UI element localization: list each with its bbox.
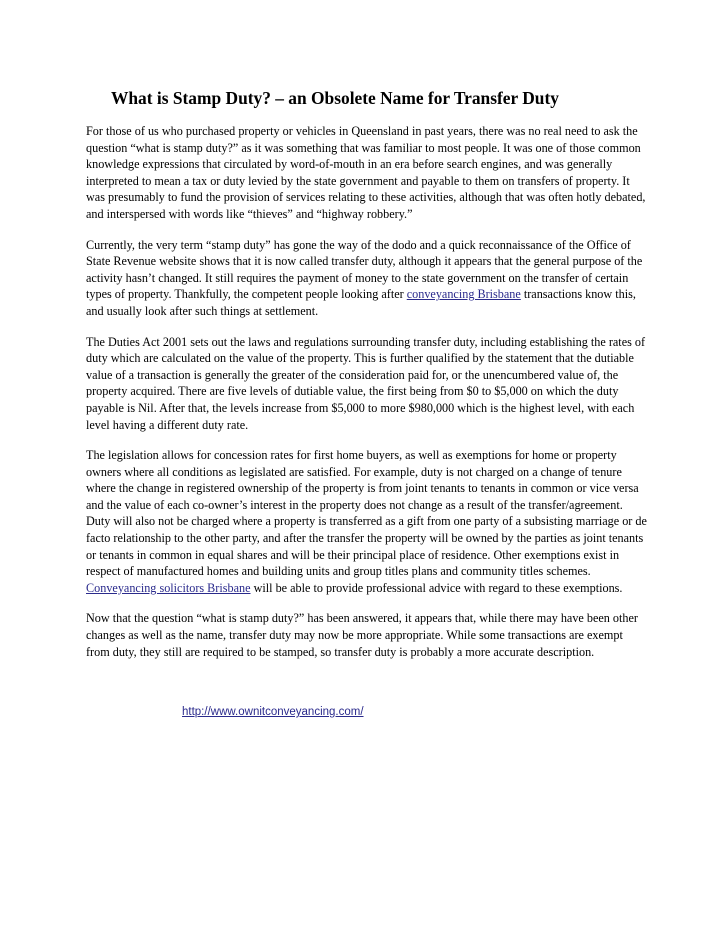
paragraph-intro: For those of us who purchased property or vehicles in Queensland in past years, there was no real need to ask the question “what is stamp duty?” as it was something that was familiar to most people. It was one of those common knowledge expressions that circulated by word-of-mouth in an era before search engines, and was generally interpreted to mean a tax or duty levied by the state government and payable to them on transfers of property. It was presumably to fund the provision of services relating to these activities, although that was often hotly debated, and interspersed with words like “thieves” and “highway robbery.” [86,124,646,221]
conveyancing-brisbane-link[interactable]: conveyancing Brisbane [406,287,521,302]
page-title: What is Stamp Duty? – an Obsolete Name for Transfer Duty [111,88,559,108]
paragraph-text: transactions know this, and usually look after such things at settlement. [86,287,636,318]
paragraph-legislation [86,447,648,596]
paragraph-conclusion: Now that the question “what is stamp duty?” has been answered, it appears that, while there may have been other changes as well as the name, transfer duty may now be more appropriate. While some transactions are exempt from duty, they still are required to be stamped, so transfer duty is probably a more accurate description. [86,611,638,659]
website-url-link[interactable]: http://www.ownitconveyancing.com/ [182,706,364,718]
paragraph-current-name [86,237,648,320]
paragraph-text: will be able to provide professional advice with regard to these exemptions. [250,580,623,595]
conveyancing-solicitors-link[interactable]: Conveyancing solicitors Brisbane [86,580,251,595]
paragraph-text: The legislation allows for concession rates for first home buyers, as well as exemptions for home or property owners where all conditions as legislated are satisfied. For example, duty is not charged on a change of tenure where the change in registered ownership of the property is from joint tenants to tenants in common or vice versa and the value of each co-owner’s interest in the property does not change as a result of the transfer/agreement. Duty will also not be charged where a property is transferred as a gift from one party of a subsisting marriage or de facto relationship to the other party, and after the transfer the property will be owned by the parties as joint tenants or tenants in common in equal shares and will be their principal place of residence. Other exemptions exist in respect of manufactured homes and building units and group titles plans and community titles schemes. [86,448,647,579]
paragraph-duties-act: The Duties Act 2001 sets out the laws and regulations surrounding transfer duty, including establishing the rates of duty which are calculated on the value of the property. This is further qualified by the statement that the dutiable value of a transaction is generally the greater of the consideration paid for, or the unencumbered value of, the property acquired. There are five levels of dutiable value, the first being from $0 to $5,000 on which the duty payable is Nil. After that, the levels increase from $5,000 to more $980,000 which is the highest level, with each level having a different duty rate. [86,334,646,432]
document-page [86,88,648,674]
paragraph-text: Currently, the very term “stamp duty” has gone the way of the dodo and a quick reconnaissance of the Office of State Revenue website shows that it is now called transfer duty, although it appears that the general purpose of the activity hasn’t changed. It still requires the payment of money to the state government on the transfer of certain types of property. Thankfully, the competent people looking after [86,237,643,302]
